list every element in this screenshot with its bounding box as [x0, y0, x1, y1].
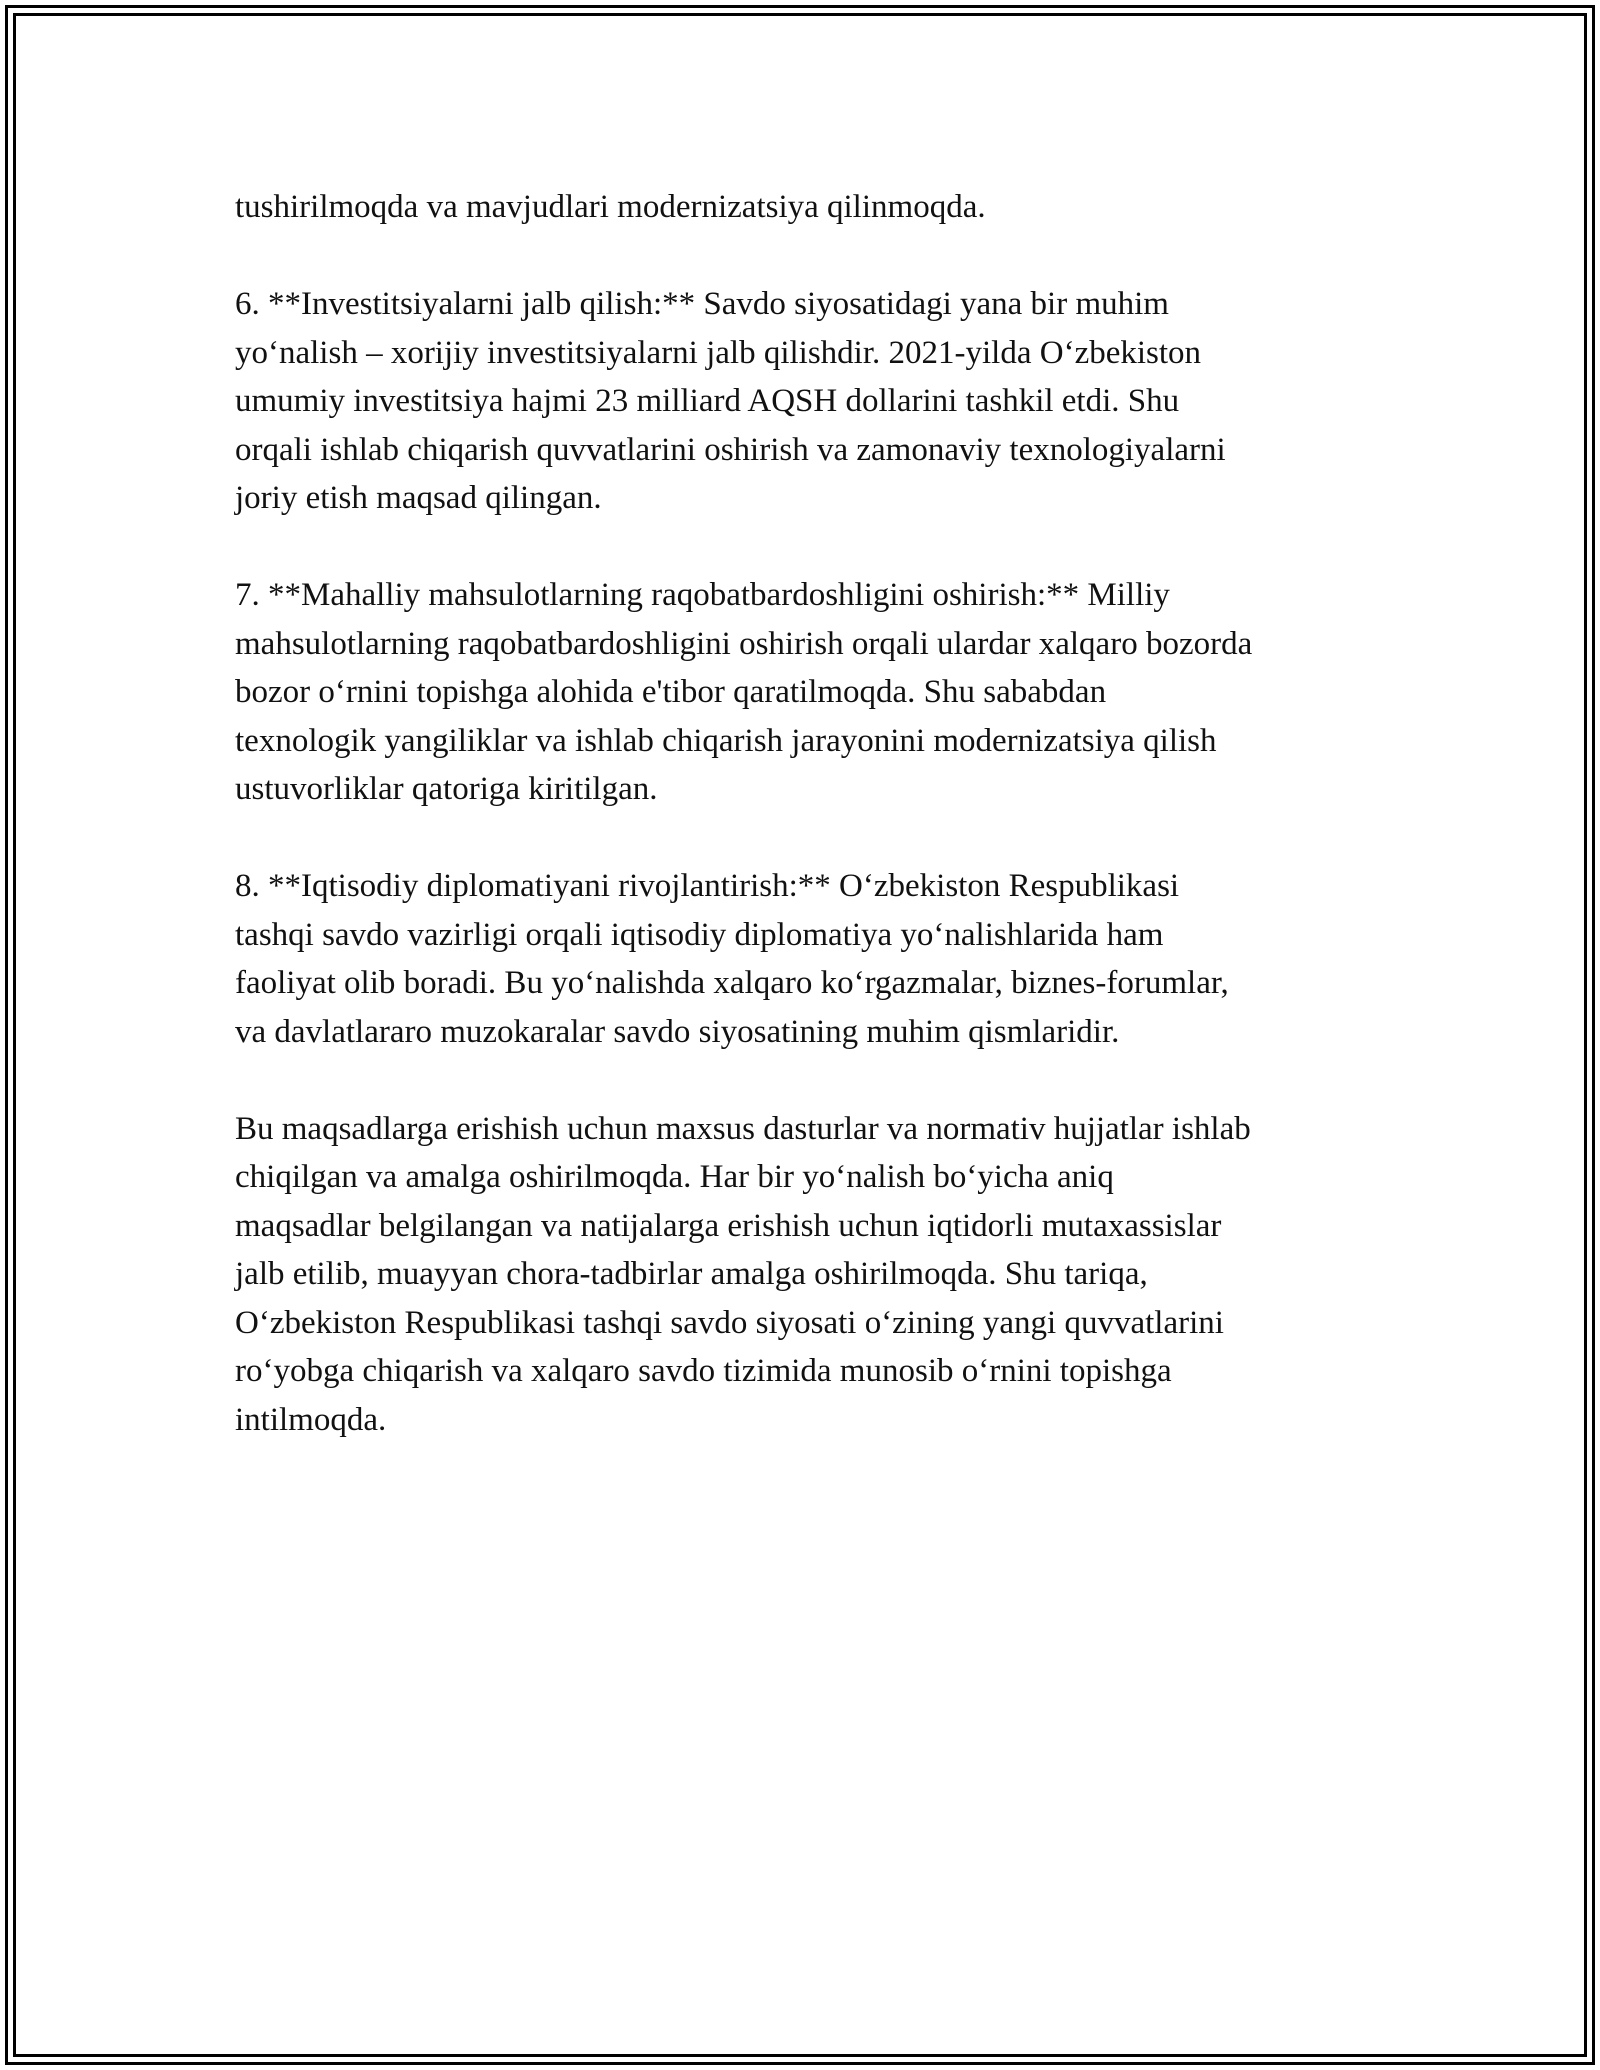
- paragraph-item-7: 7. **Mahalliy mahsulotlarning raqobatbardoshligini oshirish:** Milliy mahsulotlarning raqobatbardoshligini oshirish orqali ulardar xalqaro bozorda bozor o‘rnini topishga alohida e'tibor qaratilmoqda. Shu sababdan texnologik yangiliklar va ishlab chiqarish jarayonini modernizatsiya qilish ustuvorliklar qatoriga kiritilgan.: [235, 577, 1253, 807]
- paragraph-item-8: 8. **Iqtisodiy diplomatiyani rivojlantirish:** O‘zbekiston Respublikasi tashqi savdo vazirligi orqali iqtisodiy diplomatiya yo‘nalishlarida ham faoliyat olib boradi. Bu yo‘nalishda xalqaro ko‘rgazmalar, biznes-forumlar, va davlatlararo muzokaralar savdo siyosatining muhim qismlaridir.: [235, 868, 1229, 1050]
- document-body: [235, 183, 1385, 1444]
- paragraph-continuation: tushirilmoqda va mavjudlari modernizatsiya qilinmoqda.: [235, 189, 986, 225]
- paragraph-item-6: 6. **Investitsiyalarni jalb qilish:** Savdo siyosatidagi yana bir muhim yo‘nalish – xorijiy investitsiyalarni jalb qilishdir. 2021-yilda O‘zbekiston umumiy investitsiya hajmi 23 milliard AQSH dollarini tashkil etdi. Shu orqali ishlab chiqarish quvvatlarini oshirish va zamonaviy texnologiyalarni joriy etish maqsad qilingan.: [235, 286, 1226, 516]
- paragraph-conclusion: Bu maqsadlarga erishish uchun maxsus dasturlar va normativ hujjatlar ishlab chiqilgan va amalga oshirilmoqda. Har bir yo‘nalish bo‘yicha aniq maqsadlar belgilangan va natijalarga erishish uchun iqtidorli mutaxassislar jalb etilib, muayyan chora-tadbirlar amalga oshirilmoqda. Shu tariqa, O‘zbekiston Respublikasi tashqi savdo siyosati o‘zining yangi quvvatlarini ro‘yobga chiqarish va xalqaro savdo tizimida munosib o‘rnini topishga intilmoqda.: [235, 1110, 1251, 1438]
